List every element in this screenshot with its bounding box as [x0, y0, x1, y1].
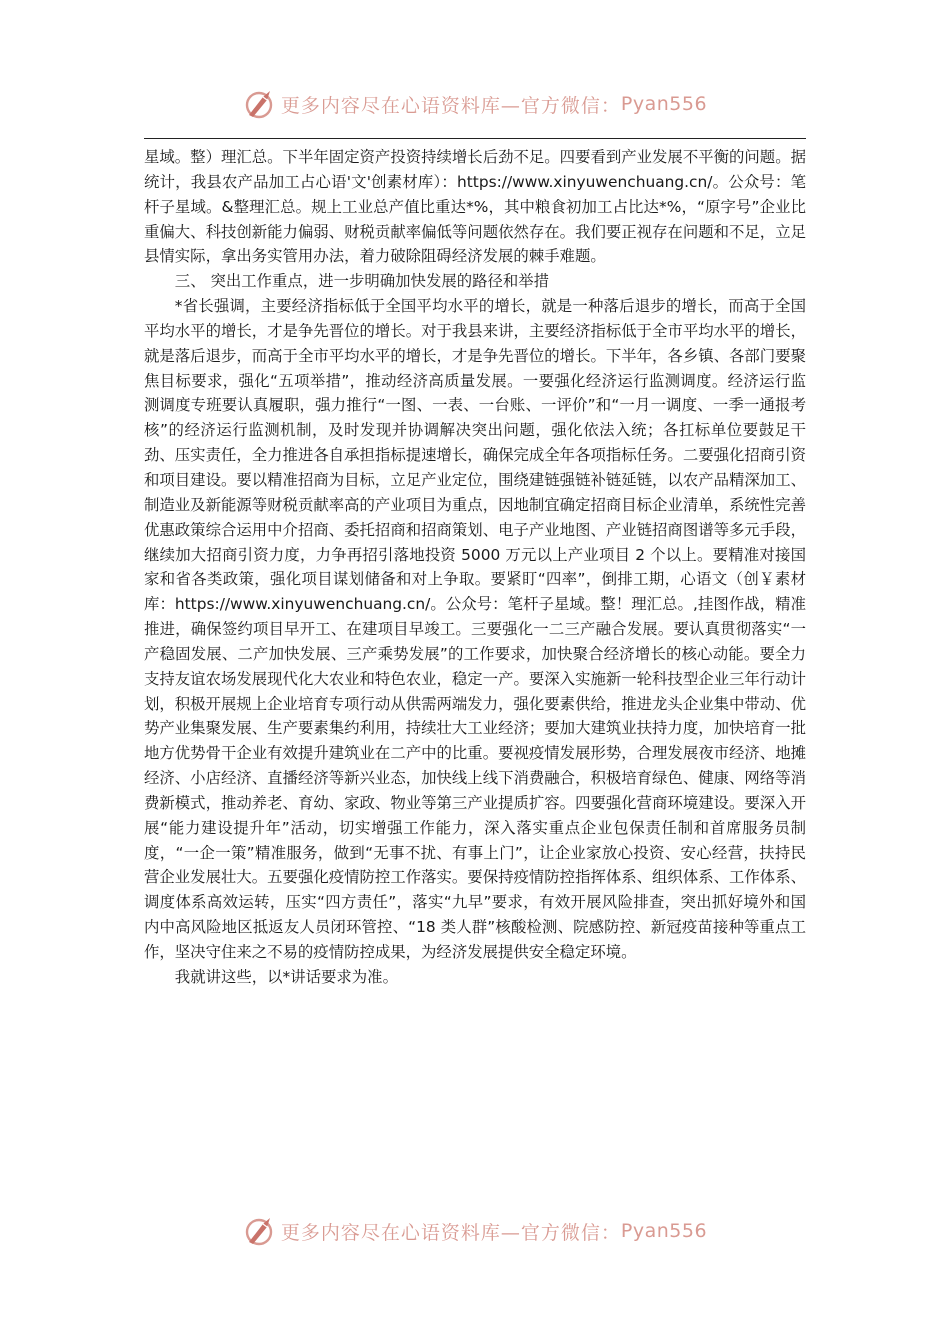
paragraph-continuation: 星域。整）理汇总。下半年固定资产投资持续增长后劲不足。四要看到产业发展不平衡的问题。据统计，我县农产品加工占心语'文'创素材库）：https://www.xinyuwenchuang.cn/。公众号：笔杆子星域。&整理汇总。规上工业总产值比重达*%，其中粮食初加工占比达*%，“原字号”企业比重偏大、科技创新能力偏弱、财税贡献率偏低等问题依然存在。我们要正视存在问题和不足，立足县情实际，拿出务实管用办法，着力破除阻碍经济发展的棘手难题。: [144, 148, 806, 266]
watermark-banner-top: [0, 84, 950, 124]
paragraph-main: *省长强调，主要经济指标低于全国平均水平的增长，就是一种落后退步的增长，而高于全国平均水平的增长，才是争先晋位的增长。对于我县来讲，主要经济指标低于全市平均水平的增长，就是落后退步，而高于全市平均水平的增长，才是争先晋位的增长。下半年，各乡镇、各部门要聚焦目标要求，强化“五项举措”，推动经济高质量发展。一要强化经济运行监测调度。经济运行监测调度专班要认真履职，强力推行“一图、一表、一台账、一评价”和“一月一调度、一季一通报考核”的经济运行监测机制，及时发现并协调解决突出问题，强化依法入统；各扛标单位要鼓足干劲、压实责任，全力推进各自承担指标提速增长，确保完成全年各项指标任务。二要强化招商引资和项目建设。要以精准招商为目标，立足产业定位，围绕建链强链补链延链，以农产品精深加工、制造业及新能源等财税贡献率高的产业项目为重点，因地制宜确定招商目标企业清单，系统性完善优惠政策综合运用中介招商、委托招商和招商策划、电子产业地图、产业链招商图谱等多元手段，继续加大招商引资力度，力争再招引落地投资 5000 万元以上产业项目 2 个以上。要精准对接国家和省各类政策，强化项目谋划储备和对上争取。要紧盯“四率”，倒排工期，心语文（创￥素材库：https://www.xinyuwenchuang.cn/。公众号：笔杆子星域。整！理汇总。,挂图作战，精准推进，确保签约项目早开工、在建项目早竣工。三要强化一二三产融合发展。要认真贯彻落实“一产稳固发展、二产加快发展、三产乘势发展”的工作要求，加快聚合经济增长的核心动能。要全力支持友谊农场发展现代化大农业和特色农业，稳定一产。要深入实施新一轮科技型企业三年行动计划，积极开展规上企业培育专项行动从供需两端发力，强化要素供给，推进龙头企业集中带动、优势产业集聚发展、生产要素集约利用，持续壮大工业经济；要加大建筑业扶持力度，加快培育一批地方优势骨干企业有效提升建筑业在二产中的比重。要视疫情发展形势，合理发展夜市经济、地摊经济、小店经济、直播经济等新兴业态，加快线上线下消费融合，积极培育绿色、健康、网络等消费新模式，推动养老、育幼、家政、物业等第三产业提质扩容。四要强化营商环境建设。要深入开展“能力建设提升年”活动，切实增强工作能力，深入落实重点企业包保责任制和首席服务员制度，“一企一策”精准服务，做到“无事不扰、有事上门”，让企业家放心投资、安心经营，扶持民营企业发展壮大。五要强化疫情防控工作落实。要保持疫情防控指挥体系、组织体系、工作体系、调度体系高效运转，压实“四方责任”，落实“九早”要求，有效开展风险排查，突出抓好境外和国内中高风险地区抵返友人员闭环管控、“18 类人群”核酸检测、院感防控、新冠疫苗接种等重点工作，坚决守住来之不易的疫情防控成果，为经济发展提供安全稳定环境。: [144, 297, 806, 961]
watermark-text: 更多内容尽在心语资料库—官方微信：: [280, 1221, 621, 1244]
watermark-text: 更多内容尽在心语资料库—官方微信：: [280, 94, 621, 117]
pen-nib-circle-icon: [243, 1214, 277, 1248]
section-heading: 三、 突出工作重点，进一步明确加快发展的路径和举措: [174, 272, 550, 291]
watermark-banner-bottom: [0, 1211, 950, 1251]
document-body: [144, 145, 806, 990]
pen-nib-circle-icon: [243, 87, 277, 121]
paragraph-closing: 我就讲这些，以*讲话要求为准。: [174, 967, 398, 986]
watermark-wechat-id: Pyan556: [620, 1220, 708, 1242]
watermark-wechat-id: Pyan556: [620, 93, 708, 115]
header-divider: [144, 138, 806, 139]
